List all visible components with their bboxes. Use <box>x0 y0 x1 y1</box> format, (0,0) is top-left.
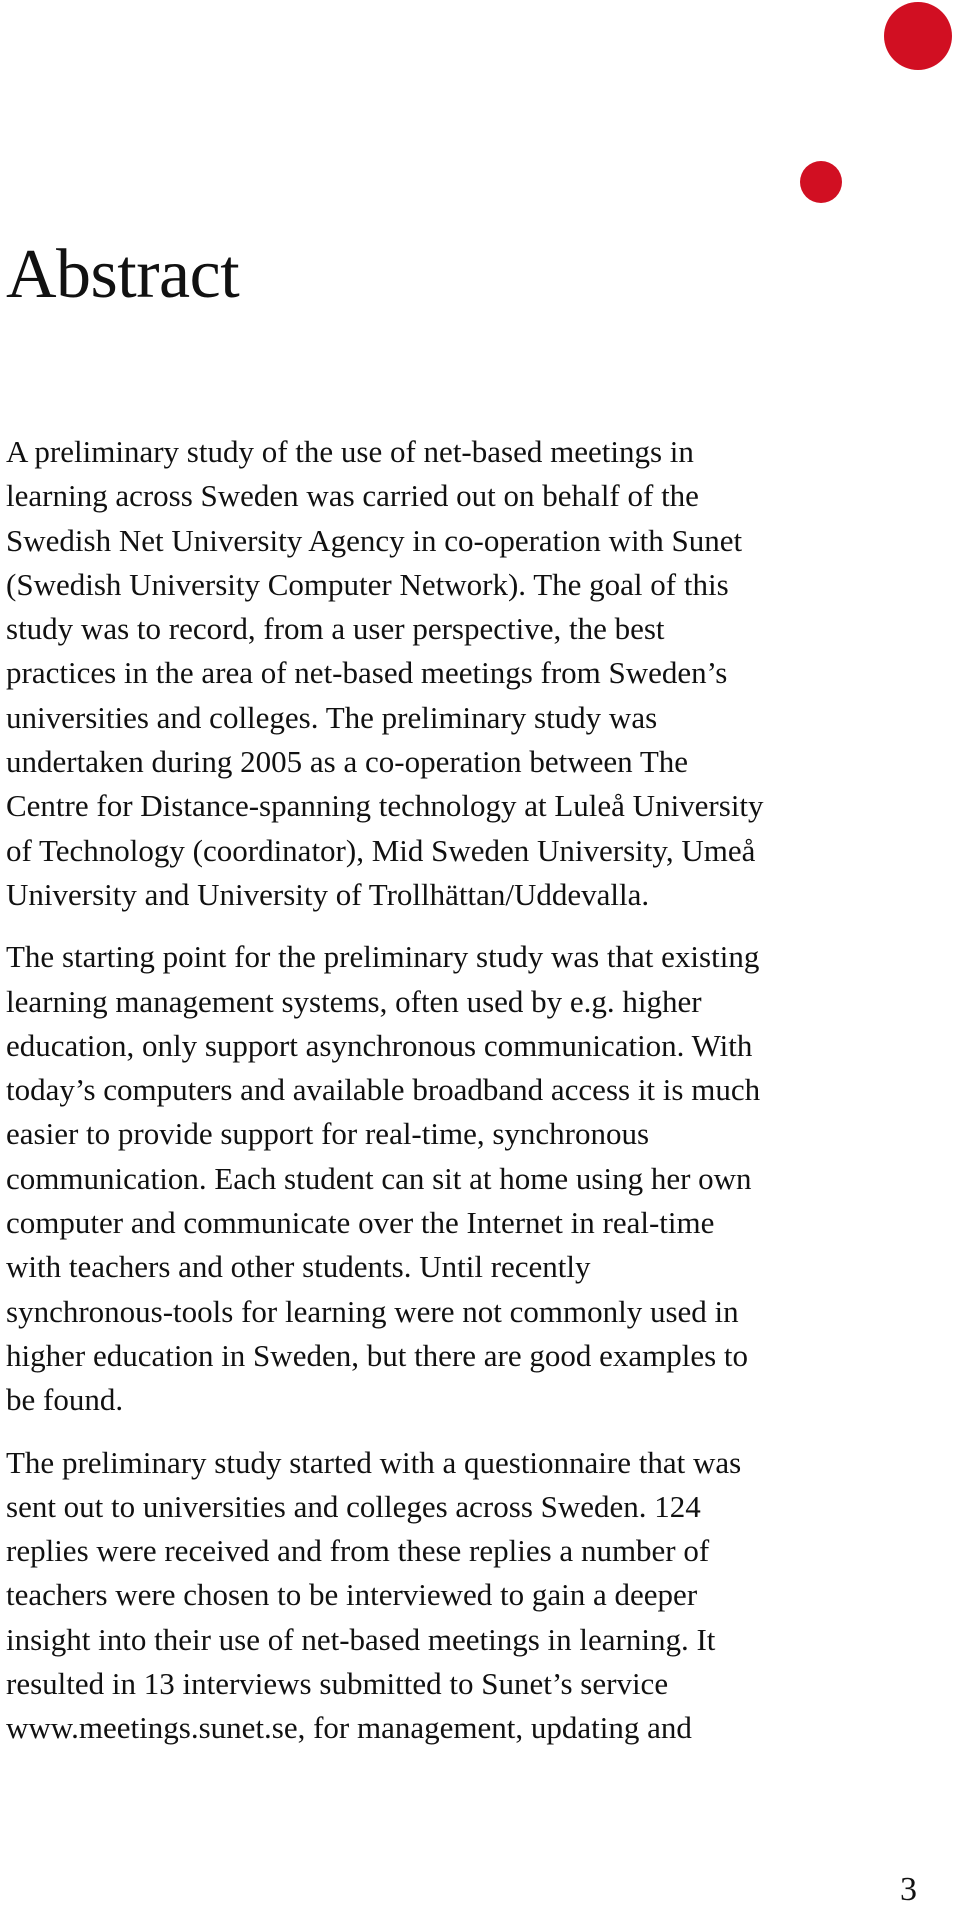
paragraph: The preliminary study started with a questionnaire that was sent out to universities and colleges across Sweden. 124 replies were received and from these replies a number of teachers were chosen to be interviewed to gain a deeper insight into their use of net-based meetings in learning. It resulted in 13 interviews submitted to Sunet’s service www.meetings.sunet.se, for management, updating and <box>6 1444 742 1746</box>
abstract-body <box>6 430 956 1769</box>
red-dot-icon <box>800 161 842 203</box>
page-number: 3 <box>900 1871 917 1908</box>
red-dot-icon <box>884 2 952 70</box>
page-title: Abstract <box>6 236 240 313</box>
paragraph: The starting point for the preliminary study was that existing learning management systems, often used by e.g. higher education, only support asynchronous communication. With today’s computers and available broadband access it is much easier to provide support for real-time, synchronous communication. Each student can sit at home using her own computer and communicate over the Internet in real-time with teachers and other students. Until recently synchronous-tools for learning were not commonly used in higher education in Sweden, but there are good examples to be found. <box>6 939 761 1418</box>
paragraph: A preliminary study of the use of net-based meetings in learning across Sweden was carried out on behalf of the Swedish Net University Agency in co-operation with Sunet (Swedish University Computer Network). The goal of this study was to record, from a user perspective, the best practices in the area of net-based meetings from Sweden’s universities and colleges. The preliminary study was undertaken during 2005 as a co-operation between The Centre for Distance-spanning technology at Luleå University of Technology (coordinator), Mid Sweden University, Umeå University and University of Trollhättan/Uddevalla. <box>6 434 764 912</box>
